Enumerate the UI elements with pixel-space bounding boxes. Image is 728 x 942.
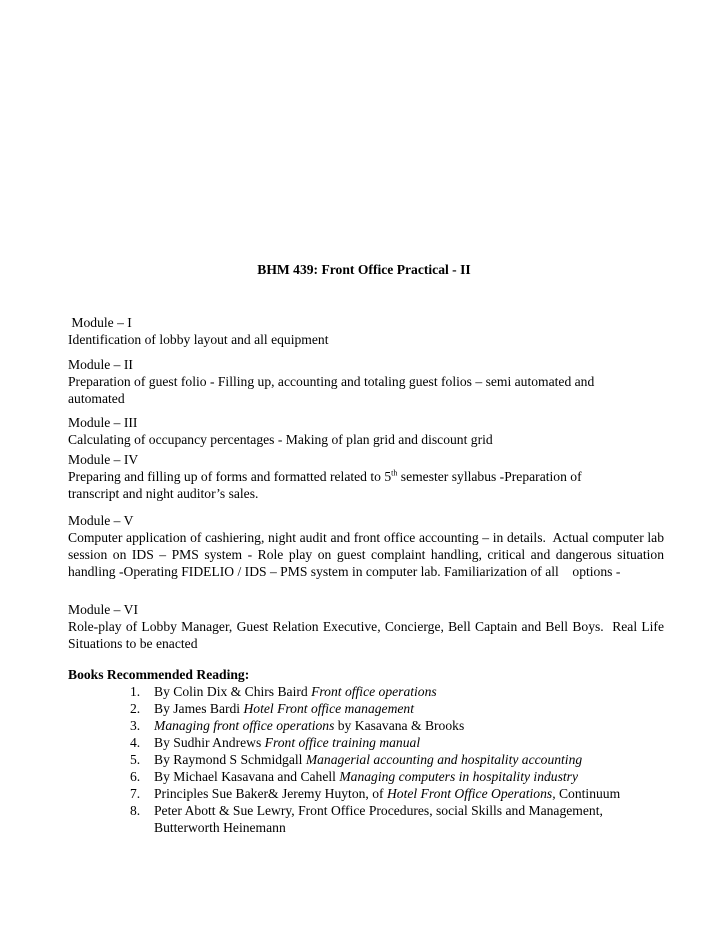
book-title: Front office training manual: [264, 735, 421, 750]
book-text: By Sudhir Andrews: [154, 735, 265, 750]
module-6: [68, 601, 668, 652]
book-text: By Colin Dix & Chirs Baird: [154, 684, 312, 699]
ordinal-suffix: th: [391, 468, 398, 478]
module-description: Identification of lobby layout and all equipment: [68, 332, 329, 347]
book-title: Managing front office operations: [154, 718, 335, 733]
module-description: Role-play of Lobby Manager, Guest Relation Executive, Concierge, Bell Captain and Bell Boys. Real Life Situations to be enacted: [68, 619, 668, 651]
list-item: [68, 717, 664, 734]
book-title: Managing computers in hospitality industry: [339, 769, 578, 784]
book-text: By Michael Kasavana and Cahell: [154, 769, 340, 784]
list-item: [68, 683, 664, 700]
module-heading: Module – II: [68, 357, 133, 372]
module-heading: Module – I: [68, 315, 132, 330]
module-heading: Module – IV: [68, 452, 139, 467]
book-text: Peter Abott & Sue Lewry, Front Office Procedures, social Skills and Management, Butterworth Heinemann: [154, 803, 603, 835]
list-item: [68, 785, 664, 802]
list-number: 2.: [130, 701, 141, 716]
book-text: Principles Sue Baker& Jeremy Huyton, of: [154, 786, 387, 801]
list-item: [68, 751, 664, 768]
module-heading: Module – VI: [68, 602, 138, 617]
module-description-part: semester syllabus -Preparation of transcript and night auditor’s sales.: [68, 469, 582, 501]
list-item: [68, 734, 664, 751]
book-text: By Raymond S Schmidgall: [154, 752, 306, 767]
list-number: 8.: [130, 803, 141, 818]
book-text: by Kasavana & Brooks: [334, 718, 465, 733]
module-3: [68, 414, 664, 448]
list-item: [68, 802, 664, 836]
module-4: [68, 451, 664, 502]
list-number: 1.: [130, 684, 141, 699]
list-number: 3.: [130, 718, 141, 733]
module-description: Preparation of guest folio - Filling up, accounting and totaling guest folios – semi automated and automated: [68, 374, 595, 406]
books-section: [68, 666, 664, 836]
module-5: [68, 512, 668, 580]
book-text: Continuum: [555, 786, 621, 801]
module-1: [68, 314, 664, 348]
module-description-part: Preparing and filling up of forms and formatted related to 5: [68, 469, 392, 484]
book-text: By James Bardi: [154, 701, 244, 716]
list-number: 7.: [130, 786, 141, 801]
books-list: [68, 683, 664, 836]
module-2: [68, 356, 664, 407]
books-heading: Books Recommended Reading:: [68, 667, 250, 682]
book-title: Managerial accounting and hospitality accounting: [305, 752, 583, 767]
module-description: [68, 468, 623, 502]
list-item: [68, 768, 664, 785]
module-description: Computer application of cashiering, night audit and front office accounting – in details. Actual computer lab session on IDS – PMS system - Role play on guest complaint handling, critical and dangerous situation handling -Operating FIDELIO / IDS – PMS system in computer lab. Familiarization of all options -: [68, 530, 668, 579]
module-heading: Module – III: [68, 415, 138, 430]
book-title: Front office operations: [311, 684, 437, 699]
list-item: [68, 700, 664, 717]
book-title: Hotel Front office management: [243, 701, 414, 716]
page-title: BHM 439: Front Office Practical - II: [257, 262, 471, 277]
book-title: Hotel Front Office Operations,: [386, 786, 556, 801]
list-number: 5.: [130, 752, 141, 767]
list-number: 4.: [130, 735, 141, 750]
module-description: Calculating of occupancy percentages - Making of plan grid and discount grid: [68, 432, 493, 447]
module-heading: Module – V: [68, 513, 134, 528]
list-number: 6.: [130, 769, 141, 784]
